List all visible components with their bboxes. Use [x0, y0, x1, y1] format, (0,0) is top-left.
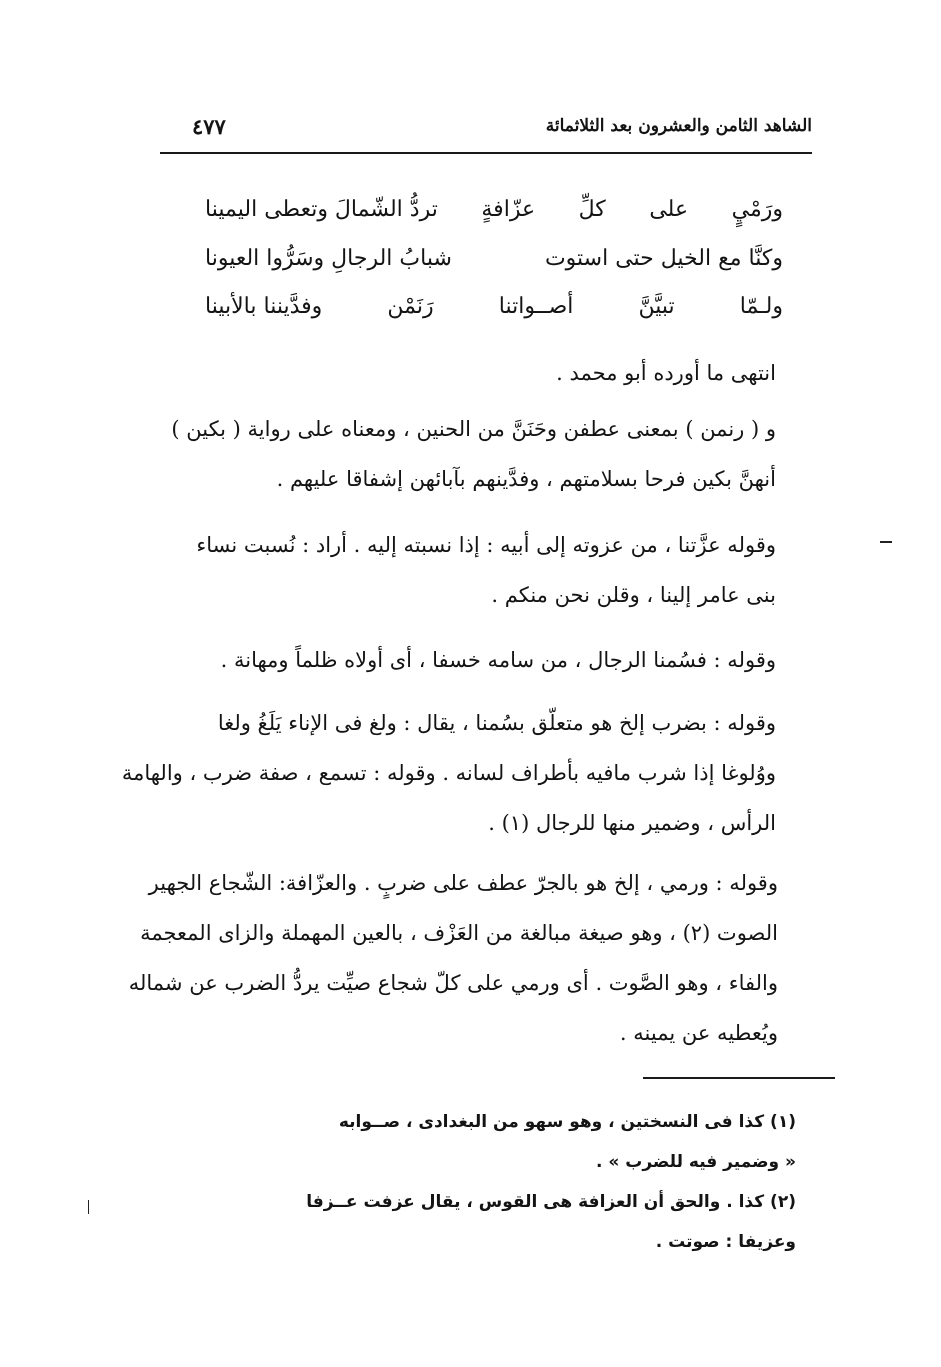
footnote-line: (١) كذا فى النسختين ، وهو سهو من البغدادى ، صــوابه [338, 1112, 796, 1132]
text-line: انتهى ما أورده أبو محمد . [556, 361, 776, 385]
verse-word: ولـمّا [739, 293, 783, 319]
paragraph [220, 635, 776, 685]
verse-word: ورَمْيٍ [731, 196, 783, 222]
text-line: وقوله : بضرب إلخ هو متعلّق بسُمنا ، يقال : ولغ فى الإناء يَلَغُ ولغا [217, 711, 776, 735]
verse-word: أصــواتنا [498, 293, 574, 319]
running-header [162, 108, 812, 152]
footnote-line: « وضمير فيه للضرب » . [595, 1152, 796, 1172]
verse-hemistich: شبابُ الرجالِ وسَرُّوا العيونا [205, 245, 452, 271]
running-title: الشاهد الثامن والعشرون بعد الثلاثمائة [545, 116, 812, 136]
verse-word: رَنَمْن [387, 293, 434, 319]
text-line: الصوت (٢) ، وهو صيغة مبالغة من العَزْف ، بالعين المهملة والزاى المعجمة [140, 921, 778, 945]
footnote-line: (٢) كذا . والحق أن العزافة هى القوس ، يقال عزفت عــزفا [306, 1192, 796, 1212]
verse-hemistich: وكنَّا مع الخيل حتى استوت [544, 245, 783, 271]
text-line: وقوله عزَّتنا ، من عزوته إلى أبيه : إذا نسبته إليه . أراد : نُسبت نساء [196, 533, 776, 557]
text-line: الرأس ، وضمير منها للرجال (١) . [488, 811, 776, 835]
footnote-line: وعزيفا : صوتت . [655, 1232, 796, 1252]
margin-mark [880, 541, 892, 543]
header-rule [160, 152, 812, 154]
paragraph [188, 520, 776, 620]
margin-mark [88, 1200, 89, 1214]
paragraph [121, 698, 776, 848]
verse-line-3 [205, 286, 783, 326]
verse-hemistich: وفدَّيننا بالأبينا [205, 293, 323, 319]
verse-word: عزّافةٍ [481, 196, 536, 222]
verse-word: كلِّ [578, 196, 606, 222]
verse-word: على [649, 196, 689, 222]
verse-word: تبيَّنَّ [638, 293, 675, 319]
paragraph [190, 348, 776, 398]
text-line: وقوله : فسُمنا الرجال ، من سامه خسفا ، أى أولاه ظلماً ومهانة . [220, 648, 776, 672]
verse-hemistich: تردُّ الشّمالَ وتعطى اليمينا [205, 196, 438, 222]
text-line: ويُعطيه عن يمينه . [619, 1021, 778, 1045]
text-line: وقوله : ورمي ، إلخ هو بالجرّ عطف على ضربٍ . والعزّافة: الشّجاع الجهير [148, 871, 778, 895]
page-number: ٤٧٧ [192, 114, 226, 139]
text-line: والفاء ، وهو الصَّوت . أى ورمي على كلّ شجاع صيِّت يردُّ الضرب عن شماله [128, 971, 778, 995]
footnote-1 [218, 1102, 796, 1182]
text-line: و ( رنمن ) بمعنى عطفن وحَنَنَّ من الحنين ، ومعناه على رواية ( بكين ) [171, 417, 776, 441]
verse-line-2 [205, 238, 783, 278]
footnote-2 [218, 1182, 796, 1262]
paragraph [171, 404, 776, 504]
paragraph [128, 858, 778, 1058]
footnote-rule [643, 1077, 835, 1079]
text-line: بنى عامر إلينا ، وقلن نحن منكم . [491, 583, 776, 607]
verse-line-1 [205, 189, 783, 229]
text-line: ووُلوغا إذا شرب مافيه بأطراف لسانه . وقوله : تسمع ، صفة ضرب ، والهامة [121, 761, 776, 785]
text-line: أنهنَّ بكين فرحا بسلامتهم ، وفدَّينهم بآبائهن إشفاقا عليهم . [276, 467, 776, 491]
